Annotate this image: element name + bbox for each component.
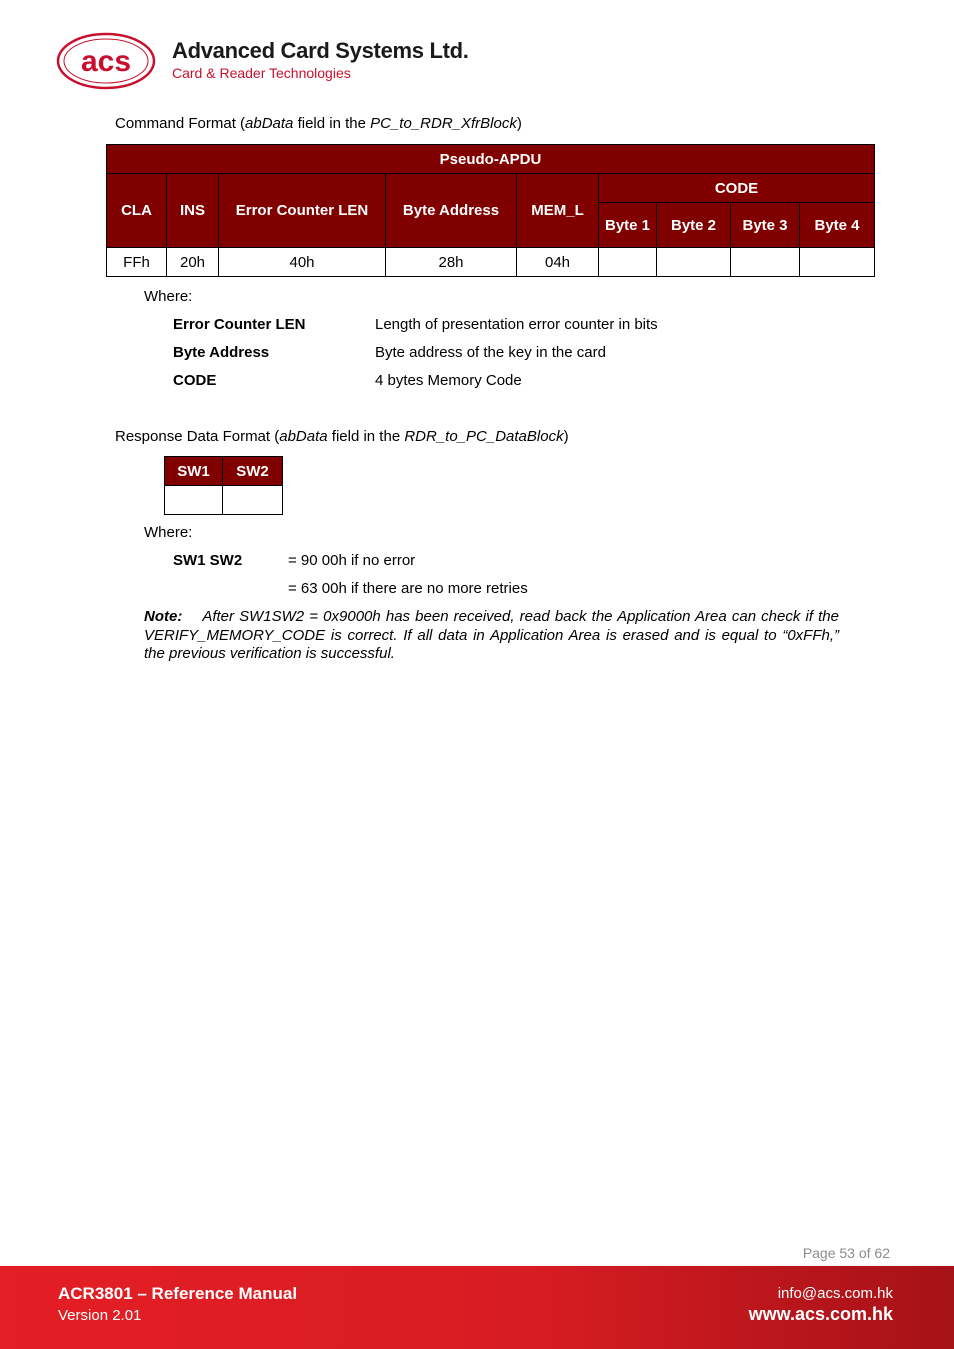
where-desc: = 90 00h if no error — [288, 552, 416, 569]
where-label: Where: — [144, 288, 193, 305]
apdu-header-byte-1: Byte 1 — [599, 203, 657, 248]
apdu-header-byte-3: Byte 3 — [731, 203, 800, 248]
pseudo-apdu-table — [106, 144, 875, 277]
where-term: CODE — [173, 372, 217, 389]
table-row — [165, 486, 283, 515]
where-label: Where: — [144, 524, 193, 541]
apdu-header-code: CODE — [599, 174, 875, 203]
table-cell: 04h — [517, 248, 599, 277]
table-cell: 40h — [219, 248, 386, 277]
table-cell — [599, 248, 657, 277]
where-term: Byte Address — [173, 344, 270, 361]
logo-text: acs — [80, 45, 132, 78]
note-text: After SW1SW2 = 0x9000h has been received, read back the Application Area can check if the VERIFY_MEMORY_CODE is correct. If all data in Application Area is erased and is equal to “0xFFh,” the previous verification is successful. — [144, 608, 839, 662]
table-cell — [657, 248, 731, 277]
apdu-header-error-counter-len: Error Counter LEN — [219, 174, 386, 248]
table-cell — [800, 248, 875, 277]
table-cell — [165, 486, 223, 515]
company-name: Advanced Card Systems Ltd. — [172, 38, 469, 63]
where-term: SW1 SW2 — [173, 552, 243, 569]
where-desc: Byte address of the key in the card — [375, 344, 606, 361]
page-number: Page 53 of 62 — [802, 1245, 890, 1261]
company-tagline: Card & Reader Technologies — [172, 65, 351, 81]
table-row — [107, 248, 875, 277]
sw-table — [164, 456, 283, 515]
note-label: Note: — [144, 608, 183, 625]
apdu-header-byte-4: Byte 4 — [800, 203, 875, 248]
sw2-header: SW2 — [223, 457, 283, 486]
response-format-caption: Response Data Format (abData field in the RDR_to_PC_DataBlock) — [115, 428, 569, 445]
where-desc: Length of presentation error counter in bits — [375, 316, 658, 333]
apdu-header-ins: INS — [167, 174, 219, 248]
footer-website[interactable]: www.acs.com.hk — [748, 1304, 893, 1324]
table-cell — [731, 248, 800, 277]
where-desc: = 63 00h if there are no more retries — [288, 580, 528, 597]
table-cell: 28h — [386, 248, 517, 277]
apdu-header-cla: CLA — [107, 174, 167, 248]
table-cell: FFh — [107, 248, 167, 277]
apdu-header-byte-2: Byte 2 — [657, 203, 731, 248]
where-desc: 4 bytes Memory Code — [375, 372, 522, 389]
footer-title: ACR3801 – Reference Manual — [58, 1284, 298, 1303]
command-format-caption: Command Format (abData field in the PC_to_RDR_XfrBlock) — [115, 115, 522, 132]
footer-version: Version 2.01 — [58, 1307, 142, 1324]
apdu-title: Pseudo-APDU — [107, 145, 875, 174]
where-term: Error Counter LEN — [173, 316, 306, 333]
table-cell: 20h — [167, 248, 219, 277]
apdu-header-byte-address: Byte Address — [386, 174, 517, 248]
apdu-header-mem-l: MEM_L — [517, 174, 599, 248]
table-cell — [223, 486, 283, 515]
acs-logo — [56, 32, 156, 90]
footer-email[interactable]: info@acs.com.hk — [777, 1285, 893, 1302]
sw1-header: SW1 — [165, 457, 223, 486]
note-paragraph — [144, 608, 839, 664]
footer-bar — [0, 1266, 954, 1349]
